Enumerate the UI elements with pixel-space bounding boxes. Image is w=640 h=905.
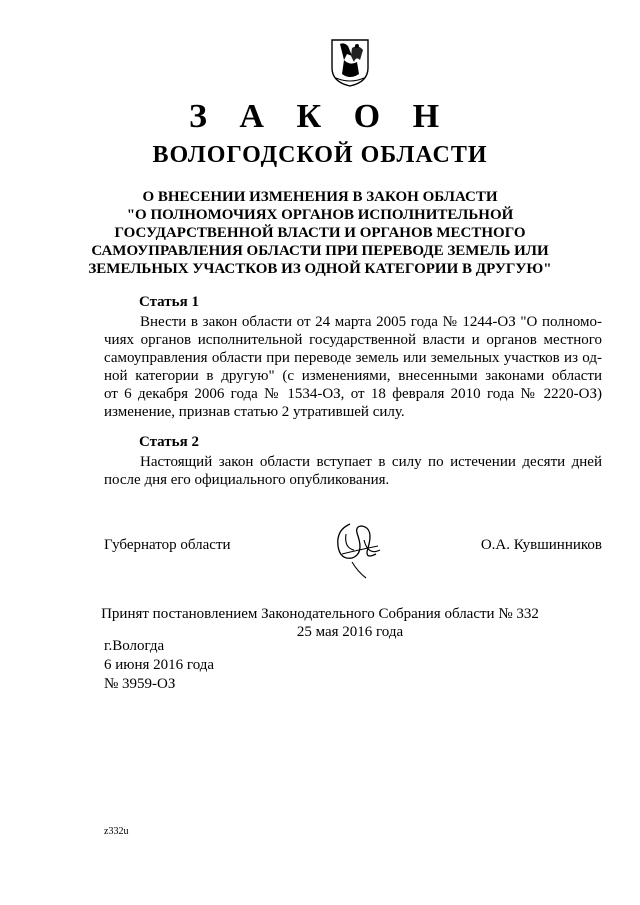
governor-name: О.А. Кувшинников	[480, 537, 602, 553]
subject-line: ГОСУДАРСТВЕННОЙ ВЛАСТИ И ОРГАНОВ МЕСТНОГО	[114, 225, 526, 241]
subject-line: "О ПОЛНОМОЧИЯХ ОРГАНОВ ИСПОЛНИТЕЛЬНОЙ	[126, 207, 514, 223]
law-number: № 3959-ОЗ	[104, 676, 176, 692]
subject-line: О ВНЕСЕНИИ ИЗМЕНЕНИЯ В ЗАКОН ОБЛАСТИ	[142, 189, 498, 205]
law-subject	[40, 188, 600, 278]
adoption-line: Принят постановлением Законодательного Собрания области № 332	[101, 606, 539, 622]
article-1-line: чиях органов исполнительной государственной власти и органов местного	[104, 332, 602, 348]
article-1-line: Внести в закон области от 24 марта 2005 года № 1244-ОЗ "О полномо-	[140, 314, 602, 330]
article-2-text	[104, 453, 602, 489]
document-title: З А К О Н	[188, 98, 452, 135]
article-1-line: изменение, признав статью 2 утратившей силу.	[104, 404, 405, 420]
article-1-line: от 6 декабря 2006 года № 1534-ОЗ, от 18 февраля 2010 года № 2220-ОЗ)	[104, 386, 602, 402]
article-1-line: ной категории в другую" (с изменениями, внесенными законами области	[104, 368, 602, 384]
region-title: ВОЛОГОДСКОЙ ОБЛАСТИ	[152, 142, 488, 168]
article-2-line: после дня его официального опубликования.	[104, 472, 390, 488]
article-2-line: Настоящий закон области вступает в силу по истечении десяти дней	[140, 454, 602, 470]
signing-date: 6 июня 2016 года	[104, 657, 215, 673]
coat-of-arms-icon	[330, 38, 370, 88]
article-1-heading: Статья 1	[139, 294, 199, 310]
article-1-line: самоуправления области при переводе земель или земельных участков из од-	[104, 350, 602, 366]
adoption-date: 25 мая 2016 года	[296, 624, 404, 640]
article-1-text	[104, 313, 602, 421]
handwritten-signature-icon	[328, 520, 388, 582]
governor-position: Губернатор области	[104, 537, 231, 553]
article-2-heading: Статья 2	[139, 434, 199, 450]
subject-line: САМОУПРАВЛЕНИЯ ОБЛАСТИ ПРИ ПЕРЕВОДЕ ЗЕМЕЛЬ ИЛИ	[91, 243, 549, 259]
footer-code: z332u	[104, 826, 129, 837]
city: г.Вологда	[104, 638, 165, 654]
subject-line: ЗЕМЕЛЬНЫХ УЧАСТКОВ ИЗ ОДНОЙ КАТЕГОРИИ В ДРУГУЮ"	[88, 261, 552, 277]
